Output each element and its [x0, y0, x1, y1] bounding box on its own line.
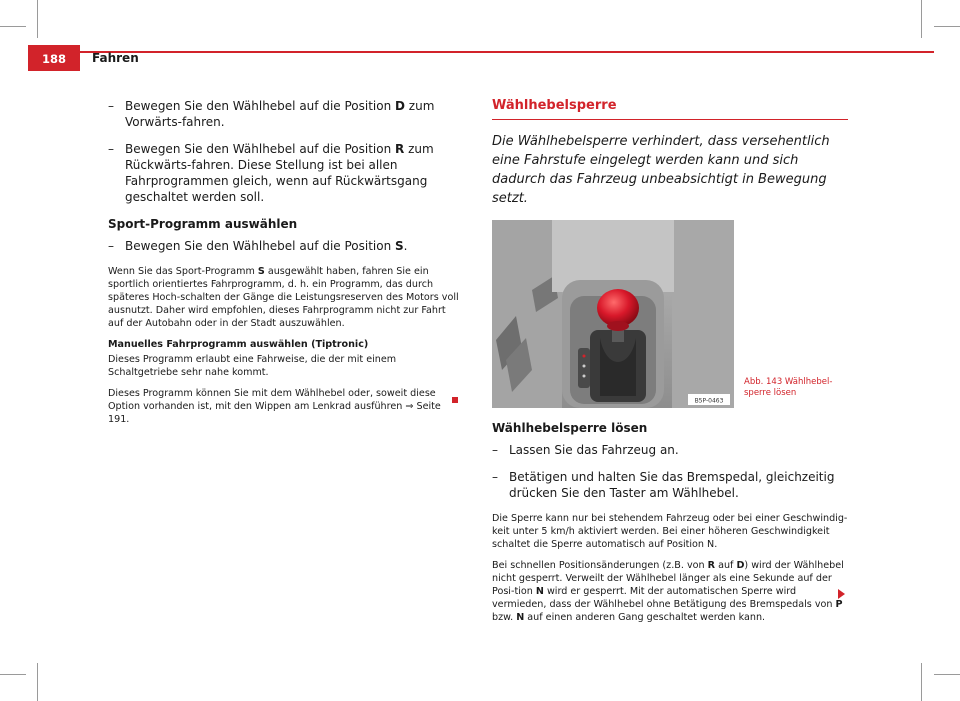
list-item: – Bewegen Sie den Wählhebel auf die Position R zum Rückwärts-fahren. Diese Stellung ist bei allen Fahrprogrammen gleich, wenn auf Rückwärtsgang geschaltet werden soll.	[108, 142, 434, 204]
crop-mark	[934, 674, 960, 675]
right-column	[492, 98, 848, 632]
intro-text: Die Wählhebelsperre verhindert, dass versehentlich eine Fahrstufe eingelegt werden kann und sich dadurch das Fahrzeug unbeabsichtigt in Bewegung setzt.	[492, 134, 830, 206]
sport-heading: Sport-Programm auswählen	[108, 217, 298, 231]
page-title: Fahren	[92, 51, 139, 65]
header-rule	[28, 51, 934, 53]
section-end-marker	[452, 397, 458, 403]
list-item: – Bewegen Sie den Wählhebel auf die Position D zum Vorwärts-fahren.	[108, 99, 435, 129]
crop-mark	[921, 663, 922, 701]
crop-mark	[37, 0, 38, 38]
section-title: Wählhebelsperre	[492, 98, 848, 120]
continue-arrow-icon	[838, 589, 845, 599]
list-item: – Bewegen Sie den Wählhebel auf die Position S.	[108, 239, 408, 253]
list-item: – Lassen Sie das Fahrzeug an.	[492, 443, 679, 457]
crop-mark	[934, 26, 960, 27]
lock-paragraph-2: Bei schnellen Positionsänderungen (z.B. von R auf D) wird der Wählhebel nicht gesperrt. Verweilt der Wählhebel länger als eine Sekunde auf der Posi-tion N wird er gesperrt. Mit der automatischen Sperre wird vermieden, dass der Wählhebel ohne Betätigung des Bremspedals von P bzw. N auf einen anderen Gang geschaltet werden kann.	[492, 560, 844, 623]
release-heading: Wählhebelsperre lösen	[492, 421, 648, 435]
list-item: – Betätigen und halten Sie das Bremspedal, gleichzeitig drücken Sie den Taster am Wählhebel.	[492, 470, 835, 500]
page-number: 188	[28, 45, 80, 71]
crop-mark	[0, 674, 26, 675]
last-paragraph: Dieses Programm können Sie mit dem Wählhebel oder, soweit diese Option vorhanden ist, mit den Wippen am Lenkrad ausführen ⇒ Seite 191.	[108, 388, 441, 425]
left-column	[108, 98, 464, 434]
figure-caption: Abb. 143 Wählhebel- sperre lösen	[744, 377, 833, 398]
figure	[492, 220, 848, 408]
manual-heading: Manuelles Fahrprogramm auswählen (Tiptronic)	[108, 339, 369, 350]
crop-mark	[0, 26, 26, 27]
crop-mark	[921, 0, 922, 38]
gear-selector-photo	[492, 220, 734, 408]
manual-paragraph: Dieses Programm erlaubt eine Fahrweise, die der mit einem Schaltgetriebe sehr nahe kommt.	[108, 354, 397, 378]
sport-paragraph: Wenn Sie das Sport-Programm S ausgewählt haben, fahren Sie ein sportlich orientiertes Fahrprogramm, d. h. ein Programm, das durch späteres Hoch-schalten der Gänge die Leistungsreserven des Motors voll ausnutzt. Daher wird empfohlen, dieses Fahrprogramm nicht zur Fahrt auf der Autobahn oder in der Stadt auszuwählen.	[108, 266, 459, 329]
lock-paragraph-1: Die Sperre kann nur bei stehendem Fahrzeug oder bei einer Geschwindig-keit unter 5 km/h aktiviert werden. Bei einer höheren Geschwindigkeit schaltet die Sperre automatisch auf Position N.	[492, 513, 848, 550]
crop-mark	[37, 663, 38, 701]
figure-code: B5P-0463	[694, 397, 724, 405]
